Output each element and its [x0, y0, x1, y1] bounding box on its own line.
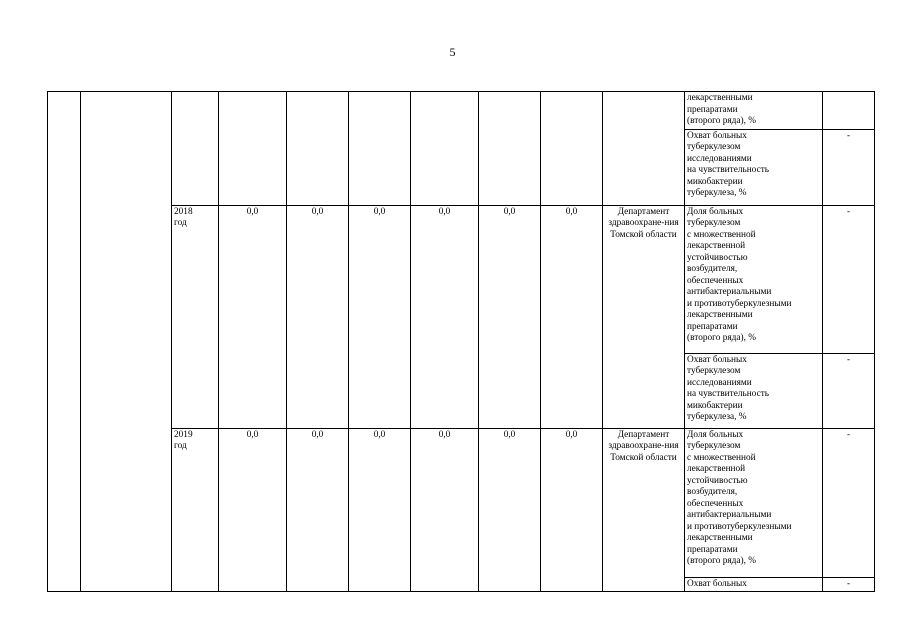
indicator-cell: Охват больных туберкулезом исследованиями на чувствительность микобактерии туберкулеза, %	[685, 129, 823, 205]
indicator-value-cell: -	[823, 205, 875, 353]
value-cell: 0,0	[541, 205, 603, 428]
indicator-value-cell: -	[823, 129, 875, 205]
value-cell	[349, 92, 411, 206]
value-cell: 0,0	[287, 205, 349, 428]
value-cell: 0,0	[287, 428, 349, 592]
value-cell: 0,0	[349, 205, 411, 428]
value-cell	[479, 92, 541, 206]
number-cell	[48, 92, 81, 592]
value-cell	[411, 92, 479, 206]
indicator-cell: Доля больных туберкулезом с множественной лекарственной устойчивостью возбудителя, обеспеченных антибактериальными и противотуберкулезными лекарственными препаратами (второго ряда), %	[685, 205, 823, 353]
value-cell	[541, 92, 603, 206]
year-cell	[172, 92, 219, 206]
table-row	[48, 92, 875, 130]
value-cell	[219, 92, 287, 206]
value-cell	[287, 92, 349, 206]
department-cell	[603, 92, 685, 206]
indicator-value-cell	[823, 92, 875, 130]
value-cell: 0,0	[219, 428, 287, 592]
department-cell: Департамент здравоохране-ния Томской области	[603, 428, 685, 592]
indicator-cell: Охват больных	[685, 577, 823, 592]
table-row	[48, 205, 875, 353]
program-table	[47, 91, 875, 592]
value-cell: 0,0	[349, 428, 411, 592]
value-cell: 0,0	[411, 428, 479, 592]
value-cell: 0,0	[479, 205, 541, 428]
table-row	[48, 428, 875, 577]
task-cell	[81, 92, 172, 592]
indicator-value-cell: -	[823, 577, 875, 592]
indicator-cell: лекарственными препаратами (второго ряда), %	[685, 92, 823, 130]
page-number: 5	[449, 45, 456, 59]
indicator-value-cell: -	[823, 428, 875, 577]
year-cell: 2019 год	[172, 428, 219, 592]
value-cell: 0,0	[541, 428, 603, 592]
year-cell: 2018 год	[172, 205, 219, 428]
indicator-cell: Доля больных туберкулезом с множественной лекарственной устойчивостью возбудителя, обеспеченных антибактериальными и противотуберкулезными лекарственными препаратами (второго ряда), %	[685, 428, 823, 577]
value-cell: 0,0	[411, 205, 479, 428]
value-cell: 0,0	[479, 428, 541, 592]
department-cell: Департамент здравоохране-ния Томской области	[603, 205, 685, 428]
indicator-cell: Охват больных туберкулезом исследованиями на чувствительность микобактерии туберкулеза, %	[685, 353, 823, 428]
value-cell: 0,0	[219, 205, 287, 428]
indicator-value-cell: -	[823, 353, 875, 428]
